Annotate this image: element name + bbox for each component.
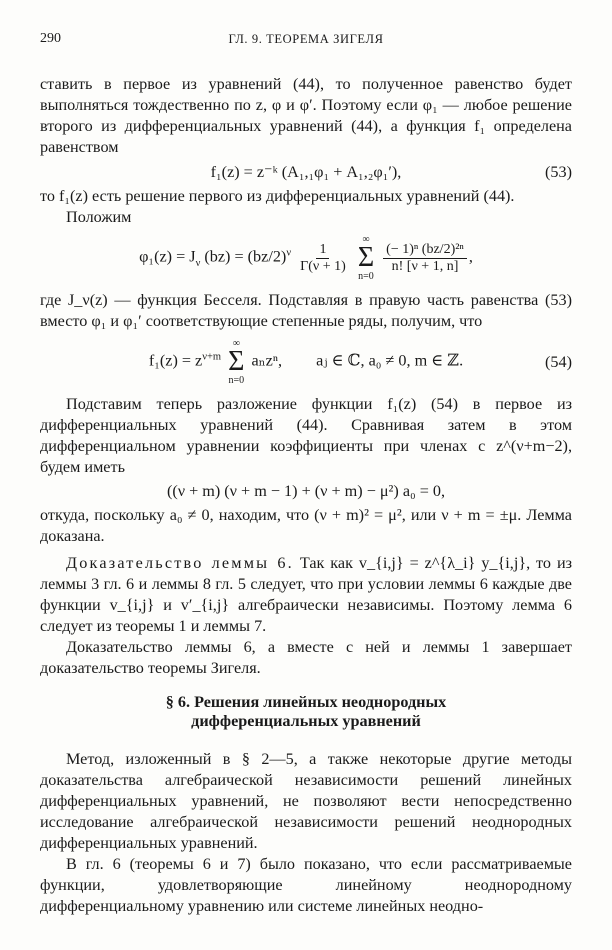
paragraph-2: то f₁(z) есть решение первого из дифференциальных уравнений (44). bbox=[40, 187, 515, 205]
section-heading-line-2: дифференциальных уравнений bbox=[191, 712, 421, 730]
series-fraction-numerator: (− 1)ⁿ (bz/2)²ⁿ bbox=[383, 242, 467, 259]
sum-symbol: Σ bbox=[357, 242, 375, 273]
eq54-sum-symbol: Σ bbox=[228, 346, 245, 377]
paragraph-3: Положим bbox=[66, 208, 132, 226]
equation-bessel bbox=[40, 234, 572, 282]
paragraph-4: где J_ν(z) — функция Бесселя. Подставляя в правую часть равенства (53) вместо φ₁ и φ₁′ соответствующие степенные ряды, получим, что bbox=[40, 291, 572, 330]
book-page bbox=[40, 28, 572, 917]
running-title: ГЛ. 9. ТЕОРЕМА ЗИГЕЛЯ bbox=[228, 32, 384, 46]
proof-lead: Доказательство леммы 6. bbox=[66, 554, 294, 572]
gamma-fraction-numerator: 1 bbox=[316, 242, 329, 259]
bessel-series-fraction bbox=[383, 242, 467, 275]
paragraph-8: Метод, изложенный в § 2—5, а также некоторые другие методы доказательства алгебраической независимости решений линейных дифференциальных уравнений, не позволяют вести непосредственно исследование алгебраической независимости решений неоднородных дифференциальных уравнений. bbox=[40, 750, 572, 852]
proof-paragraph bbox=[40, 553, 572, 637]
equation-54 bbox=[40, 338, 572, 386]
paragraph-5: Подставим теперь разложение функции f₁(z) (54) в первое из дифференциальных уравнений (44). Сравнивая затем в этом дифференциальном уравнении коэффициенты при членах с z^(ν+m−2), будем иметь bbox=[40, 395, 572, 476]
eq54-sum bbox=[228, 338, 244, 386]
equation-53 bbox=[40, 162, 572, 183]
paragraph-7: Доказательство леммы 6, а вместе с ней и леммы 1 завершает доказательство теоремы Зигеля. bbox=[40, 638, 572, 677]
bessel-bz2: (bz/2) bbox=[247, 247, 287, 266]
eq54-conditions: aⱼ ∈ ℂ, a₀ ≠ 0, m ∈ ℤ. bbox=[316, 351, 464, 370]
paragraph-1: ставить в первое из уравнений (44), то полученное равенство будет выполняться тождественно по z, φ и φ′. Поэтому если φ₁ — любое решение второго из дифференциальных уравнений (44), а функция f₁ определена равенством bbox=[40, 75, 572, 156]
section-heading bbox=[40, 693, 572, 731]
page-header bbox=[40, 28, 572, 50]
equation-polynomial-body: ((ν + m) (ν + m − 1) + (ν + m) − μ²) a₀ = 0, bbox=[166, 482, 446, 500]
sum-lower-limit: n=0 bbox=[358, 271, 374, 282]
bessel-index: ν bbox=[195, 257, 201, 269]
bessel-tail: , bbox=[468, 247, 473, 266]
series-fraction-denominator: n! [ν + 1, n] bbox=[391, 258, 459, 274]
sum-upper-limit: ∞ bbox=[362, 234, 370, 245]
page-number: 290 bbox=[40, 31, 61, 46]
proof-text: Так как v_{i,j} = z^{λ_i} y_{i,j}, то из леммы 3 гл. 6 и леммы 8 гл. 5 следует, что при условии леммы 6 каждые две функции v_{i,j} и v′_{i,j} алгебраически независимы. Поэтому лемма 6 следует из теоремы 1 и леммы 7. bbox=[40, 554, 572, 635]
paragraph-9: В гл. 6 (теоремы 6 и 7) было показано, что если рассматриваемые функции, удовлетворяющие линейному неоднородному дифференциальному уравнению или системе линейных неодно- bbox=[40, 855, 572, 915]
eq54-sum-upper: ∞ bbox=[232, 338, 240, 349]
bessel-mid: (bz) = bbox=[204, 247, 244, 266]
eq54-sum-lower: n=0 bbox=[228, 375, 245, 386]
eq54-left: f₁(z) = z bbox=[148, 351, 203, 370]
bessel-nu: ν bbox=[286, 247, 292, 259]
eq54-exponent: ν+m bbox=[202, 351, 222, 363]
bessel-left: φ₁(z) = J bbox=[139, 247, 196, 266]
equation-53-body: f₁(z) = z⁻ᵏ (A₁,₁φ₁ + A₁,₂φ₁′), bbox=[210, 163, 402, 181]
equation-polynomial bbox=[40, 481, 572, 502]
equation-53-number: (53) bbox=[545, 163, 572, 181]
eq54-series-term: aₙzⁿ, bbox=[251, 351, 283, 370]
equation-54-number: (54) bbox=[545, 352, 572, 371]
bessel-sum bbox=[358, 234, 374, 282]
gamma-fraction-denominator: Γ(ν + 1) bbox=[300, 258, 346, 274]
section-heading-line-1: § 6. Решения линейных неоднородных bbox=[165, 693, 447, 711]
bessel-gamma-fraction bbox=[297, 242, 349, 275]
paragraph-6: откуда, поскольку a₀ ≠ 0, находим, что (ν + m)² = μ², или ν + m = ±μ. Лемма доказана. bbox=[40, 506, 572, 545]
